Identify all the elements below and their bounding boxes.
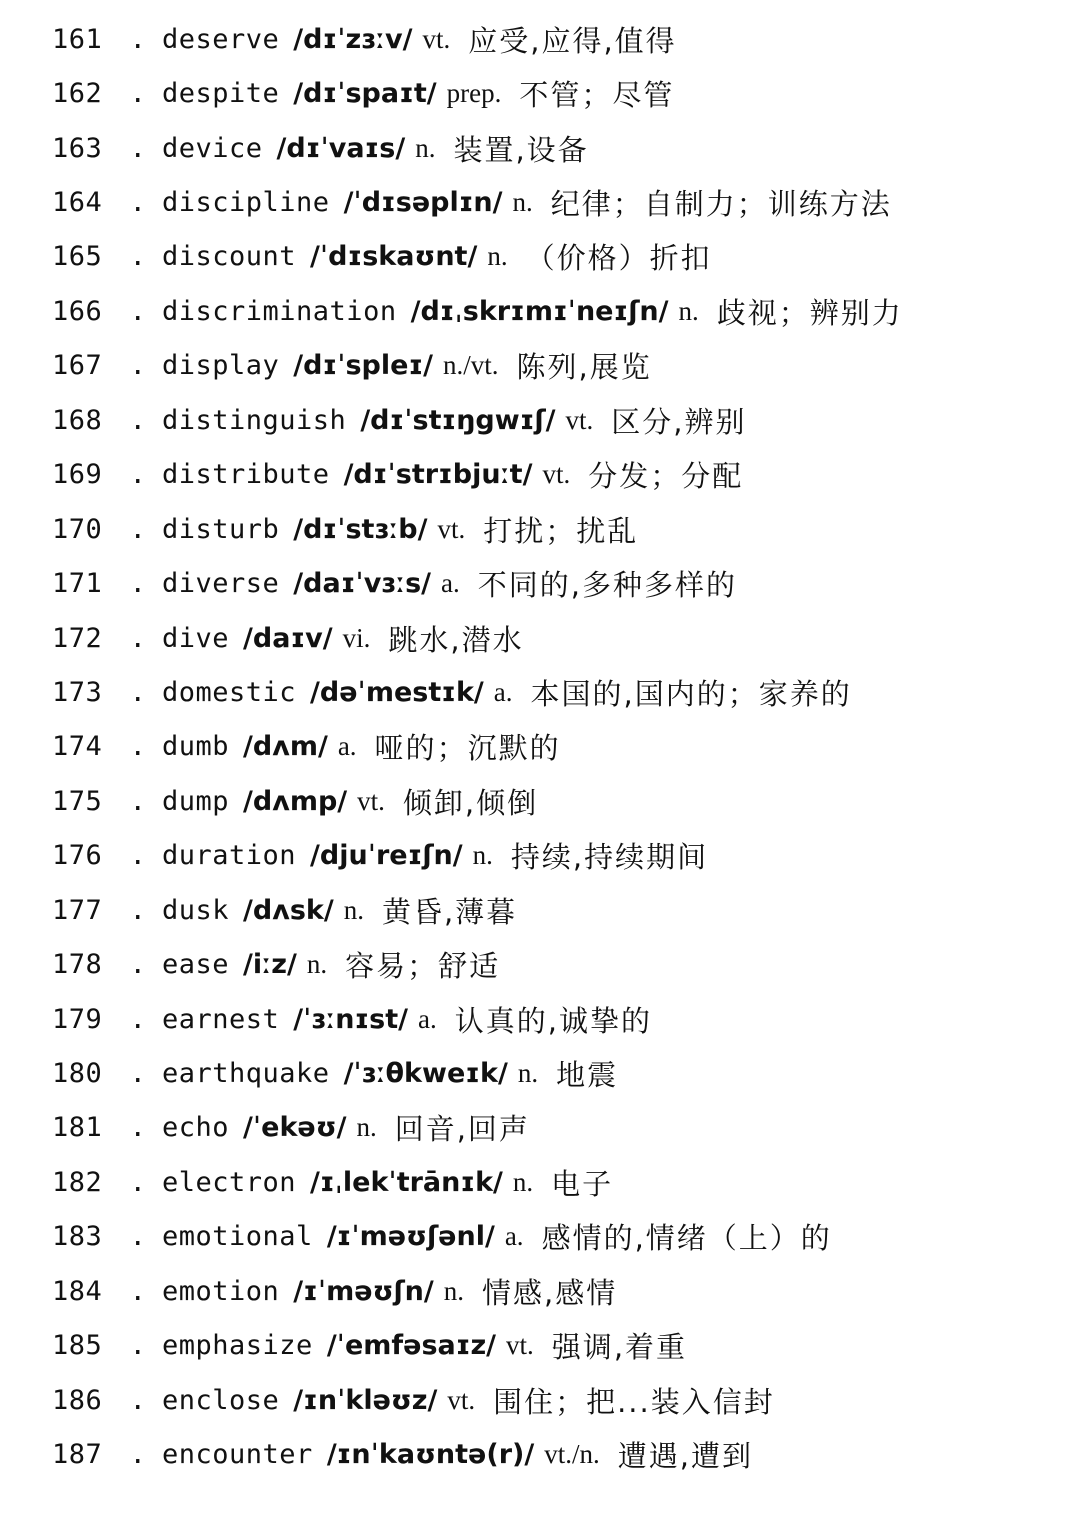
entry-word: diverse: [162, 568, 280, 600]
entry-phonetic: /dəˈmestɪk/: [310, 676, 484, 708]
entry-phonetic: /ɪnˈkləʊz/: [293, 1384, 438, 1416]
entry-part-of-speech: n.: [343, 894, 364, 925]
entry-part-of-speech: a.: [493, 676, 513, 707]
entry-phonetic: /dɪˌskrɪmɪˈneɪʃn/: [410, 295, 669, 327]
vocab-entry: [52, 230, 1062, 284]
entry-meaning: 哑的；沉默的: [374, 731, 561, 766]
entry-part-of-speech: n.: [678, 295, 699, 326]
entry-part-of-speech: n.: [306, 949, 328, 980]
entry-number: 167: [52, 350, 103, 382]
entry-part-of-speech: vt./n.: [544, 1439, 600, 1470]
entry-word: ease: [162, 949, 230, 981]
entry-part-of-speech: vt.: [565, 404, 594, 435]
entry-number: 183: [52, 1221, 103, 1253]
entry-meaning: 装置,设备: [453, 132, 589, 167]
entry-number: 162: [52, 78, 103, 110]
entry-dot: .: [129, 1439, 147, 1471]
entry-meaning: 应受,应得,值得: [468, 23, 677, 58]
vocab-entry: [52, 284, 1062, 338]
entry-meaning: 容易；舒适: [345, 949, 501, 984]
entry-dot: .: [129, 894, 147, 926]
entry-part-of-speech: n.: [512, 187, 533, 218]
entry-number: 184: [52, 1275, 103, 1307]
entry-part-of-speech: n.: [487, 241, 508, 272]
entry-dot: .: [129, 241, 147, 273]
entry-number: 168: [52, 404, 103, 436]
entry-word: deserve: [162, 23, 280, 55]
vocab-entry: [52, 1427, 1062, 1481]
entry-word: enclose: [162, 1384, 280, 1416]
entry-phonetic: /ɪˌlekˈtrānɪk/: [310, 1166, 503, 1198]
entry-number: 170: [52, 513, 103, 545]
entry-meaning: 黄昏,薄暮: [381, 894, 518, 929]
entry-phonetic: /dɪˈspleɪ/: [293, 350, 434, 382]
vocab-entry: [52, 393, 1062, 447]
entry-phonetic: /dɪˈstɜːb/: [293, 513, 428, 545]
entry-phonetic: /dʌmp/: [243, 785, 348, 817]
entry-meaning: 感情的,情绪（上）的: [541, 1221, 832, 1256]
entry-meaning: 地震: [556, 1058, 619, 1093]
entry-phonetic: /ɪnˈkaʊntə(r)/: [326, 1439, 535, 1471]
entry-meaning: 不管；尽管: [519, 78, 675, 113]
entry-meaning: 持续,持续期间: [510, 840, 709, 875]
entry-number: 175: [52, 785, 103, 817]
vocab-entry: [52, 665, 1062, 719]
entry-number: 187: [52, 1439, 103, 1471]
vocab-entry: [52, 774, 1062, 828]
entry-number: 176: [52, 840, 103, 872]
entry-phonetic: /ˈemfəsaɪz/: [326, 1330, 497, 1362]
entry-dot: .: [129, 731, 147, 763]
vocab-entry: [52, 1101, 1062, 1155]
entry-dot: .: [129, 23, 147, 55]
entry-dot: .: [129, 840, 147, 872]
entry-dot: .: [129, 622, 147, 654]
entry-phonetic: /iːz/: [243, 949, 297, 981]
entry-dot: .: [129, 350, 147, 382]
entry-phonetic: /dɪˈstɪŋgwɪʃ/: [360, 404, 556, 436]
entry-number: 186: [52, 1384, 103, 1416]
vocab-entry: [52, 121, 1062, 175]
entry-part-of-speech: n.: [512, 1166, 534, 1197]
entry-number: 163: [52, 132, 103, 164]
entry-word: duration: [162, 840, 297, 872]
vocab-entry: [52, 1373, 1062, 1427]
entry-word: echo: [162, 1112, 230, 1144]
entry-word: dump: [162, 785, 230, 817]
entry-number: 174: [52, 731, 103, 763]
entry-dot: .: [129, 295, 147, 327]
entry-word: discount: [162, 241, 297, 273]
entry-number: 171: [52, 568, 103, 600]
entry-part-of-speech: n.: [443, 1275, 464, 1306]
entry-dot: .: [129, 1330, 147, 1362]
entry-number: 177: [52, 894, 103, 926]
entry-meaning: 本国的,国内的；家养的: [530, 676, 852, 711]
entry-word: earthquake: [162, 1058, 330, 1090]
entry-dot: .: [129, 459, 147, 491]
entry-meaning: 倾卸,倾倒: [402, 785, 539, 820]
entry-part-of-speech: vt.: [542, 459, 571, 490]
entry-phonetic: /daɪˈvɜːs/: [293, 568, 432, 600]
entry-number: 173: [52, 676, 103, 708]
entry-dot: .: [129, 1003, 147, 1035]
entry-word: emotional: [162, 1221, 313, 1253]
entry-word: earnest: [162, 1003, 280, 1035]
entry-phonetic: /daɪv/: [243, 622, 333, 654]
entry-number: 172: [52, 622, 103, 654]
vocab-entry: [52, 1210, 1062, 1264]
entry-phonetic: /ˈɜːnɪst/: [293, 1003, 409, 1035]
entry-phonetic: /dɪˈstrɪbjuːt/: [343, 459, 533, 491]
entry-word: dumb: [162, 731, 230, 763]
entry-dot: .: [129, 132, 147, 164]
entry-number: 180: [52, 1058, 103, 1090]
entry-phonetic: /ˈdɪsəplɪn/: [343, 187, 503, 219]
entry-part-of-speech: n.: [356, 1112, 377, 1143]
entry-phonetic: /dɪˈzɜːv/: [293, 23, 413, 55]
entry-part-of-speech: vt.: [357, 785, 385, 816]
vocab-entry: [52, 12, 1062, 66]
vocab-entry: [52, 1264, 1062, 1318]
vocab-entry: [52, 611, 1062, 665]
entry-part-of-speech: a.: [337, 731, 357, 762]
entry-part-of-speech: vt.: [506, 1330, 534, 1361]
entry-phonetic: /ˈdɪskaʊnt/: [310, 241, 478, 273]
entry-dot: .: [129, 1058, 147, 1090]
entry-dot: .: [129, 1166, 147, 1198]
vocab-entry: [52, 1319, 1062, 1373]
entry-meaning: 强调,着重: [551, 1330, 688, 1365]
vocab-entry: [52, 175, 1062, 229]
vocab-entry: [52, 1046, 1062, 1100]
entry-part-of-speech: vt.: [422, 23, 451, 54]
entry-meaning: 打扰；扰乱: [483, 513, 639, 548]
entry-part-of-speech: a.: [418, 1003, 437, 1034]
entry-number: 178: [52, 949, 103, 981]
entry-meaning: 歧视；辨别力: [716, 295, 903, 330]
entry-dot: .: [129, 1275, 147, 1307]
entry-phonetic: /ˈekəʊ/: [243, 1112, 347, 1144]
entry-part-of-speech: a.: [504, 1221, 524, 1252]
vocab-entry: [52, 829, 1062, 883]
entry-part-of-speech: a.: [441, 568, 460, 599]
entry-part-of-speech: n.: [472, 840, 493, 871]
entry-word: encounter: [162, 1439, 313, 1471]
entry-phonetic: /djuˈreɪʃn/: [310, 840, 463, 872]
vocab-entry: [52, 937, 1062, 991]
entry-dot: .: [129, 676, 147, 708]
entry-meaning: （价格）折扣: [525, 241, 712, 276]
entry-dot: .: [129, 1384, 147, 1416]
entry-dot: .: [129, 1112, 147, 1144]
entry-part-of-speech: vi.: [342, 622, 371, 653]
entry-word: dive: [162, 622, 230, 654]
entry-dot: .: [129, 785, 147, 817]
entry-word: display: [162, 350, 280, 382]
entry-dot: .: [129, 78, 147, 110]
entry-word: emotion: [162, 1275, 280, 1307]
entry-dot: .: [129, 404, 147, 436]
entry-number: 181: [52, 1112, 103, 1144]
vocab-entry: [52, 556, 1062, 610]
entry-part-of-speech: vt.: [437, 513, 466, 544]
entry-word: domestic: [162, 676, 297, 708]
entry-meaning: 不同的,多种多样的: [477, 568, 737, 603]
entry-number: 164: [52, 187, 103, 219]
entry-part-of-speech: vt.: [447, 1384, 476, 1415]
entry-number: 165: [52, 241, 103, 273]
entry-phonetic: /dɪˈspaɪt/: [293, 78, 437, 110]
entry-number: 169: [52, 459, 103, 491]
entry-phonetic: /ˈɜːθkweɪk/: [343, 1058, 508, 1090]
entry-number: 185: [52, 1330, 103, 1362]
entry-word: dusk: [162, 894, 230, 926]
entry-meaning: 区分,辨别: [611, 404, 747, 439]
entry-number: 166: [52, 295, 103, 327]
entry-word: device: [162, 132, 263, 164]
entry-dot: .: [129, 949, 147, 981]
entry-dot: .: [129, 568, 147, 600]
vocab-entry: [52, 1155, 1062, 1209]
entry-meaning: 跳水,潜水: [388, 622, 524, 657]
vocab-entry: [52, 448, 1062, 502]
entry-word: distinguish: [162, 404, 347, 436]
vocab-entry: [52, 339, 1062, 393]
vocabulary-list: [52, 12, 1062, 1482]
entry-meaning: 情感,感情: [482, 1275, 618, 1310]
entry-word: discipline: [162, 187, 330, 219]
entry-word: disturb: [162, 513, 280, 545]
entry-part-of-speech: n.: [517, 1058, 539, 1089]
entry-meaning: 认真的,诚挚的: [454, 1003, 652, 1038]
entry-meaning: 分发；分配: [588, 459, 744, 494]
entry-phonetic: /dʌsk/: [243, 894, 334, 926]
entry-word: electron: [162, 1166, 297, 1198]
entry-phonetic: /dʌm/: [243, 731, 328, 763]
entry-meaning: 遭遇,遭到: [617, 1439, 753, 1474]
entry-meaning: 陈列,展览: [516, 350, 652, 385]
entry-part-of-speech: n.: [415, 132, 436, 163]
entry-meaning: 围住；把...装入信封: [493, 1384, 775, 1419]
entry-number: 182: [52, 1166, 103, 1198]
entry-meaning: 回音,回声: [394, 1112, 530, 1147]
entry-dot: .: [129, 187, 147, 219]
vocab-entry: [52, 66, 1062, 120]
vocab-entry: [52, 883, 1062, 937]
entry-word: despite: [162, 78, 280, 110]
entry-dot: .: [129, 1221, 147, 1253]
entry-word: emphasize: [162, 1330, 313, 1362]
vocab-entry: [52, 992, 1062, 1046]
entry-meaning: 纪律；自制力；训练方法: [550, 187, 892, 222]
entry-phonetic: /ɪˈməʊʃənl/: [326, 1221, 495, 1253]
entry-word: discrimination: [162, 295, 397, 327]
entry-dot: .: [129, 513, 147, 545]
entry-phonetic: /ɪˈməʊʃn/: [293, 1275, 434, 1307]
entry-number: 161: [52, 23, 103, 55]
entry-number: 179: [52, 1003, 103, 1035]
entry-part-of-speech: prep.: [446, 78, 502, 109]
vocab-entry: [52, 720, 1062, 774]
entry-word: distribute: [162, 459, 330, 491]
vocab-entry: [52, 502, 1062, 556]
entry-phonetic: /dɪˈvaɪs/: [276, 132, 406, 164]
entry-meaning: 电子: [551, 1166, 614, 1201]
entry-part-of-speech: n./vt.: [443, 350, 499, 381]
